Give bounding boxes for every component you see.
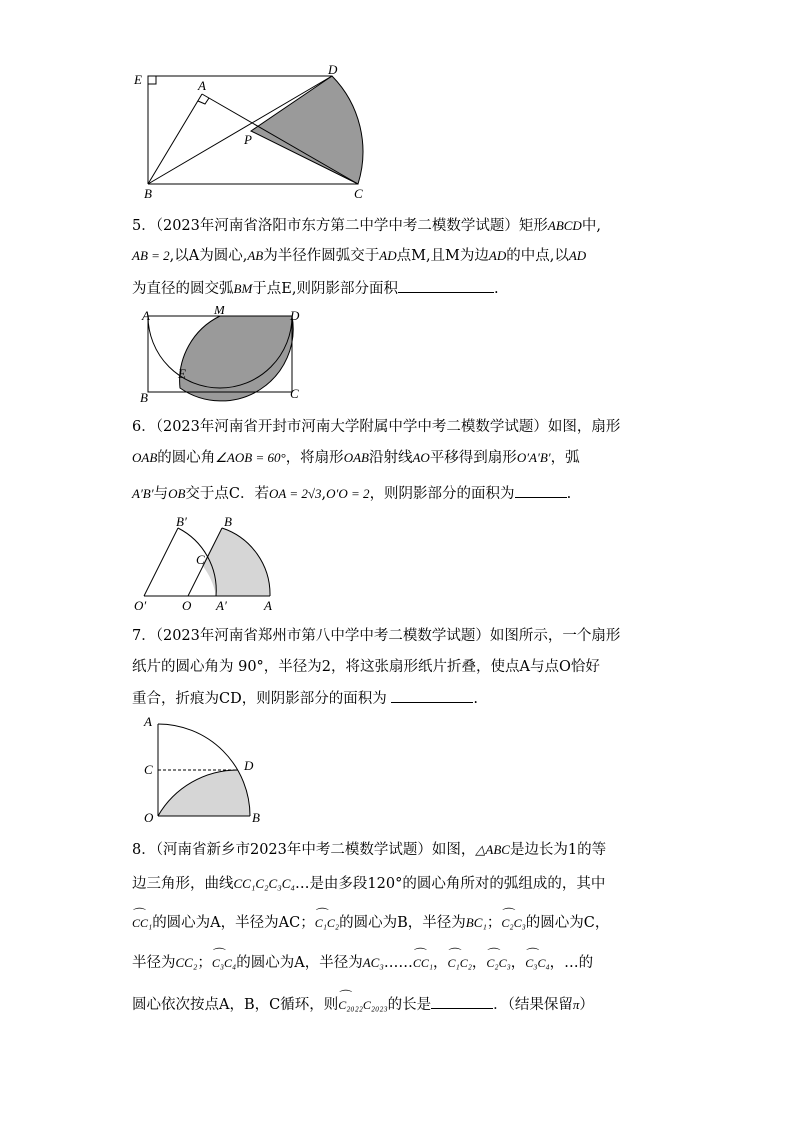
q8-line5: 圆心依次按点A，B，C循环，则⌒ C₂₀₂₂C₂₀₂₃的长是 ．（结果保留π）	[132, 994, 594, 1015]
label-B: B	[252, 810, 260, 824]
label-O: O	[182, 598, 192, 612]
answer-blank	[398, 278, 494, 293]
q6-line3: A′B′与OB交于点C．若OA = 2√3,O′O = 2，则阴影部分的面积为 .	[132, 483, 571, 504]
shaded-sector	[251, 76, 363, 184]
label-A: A	[198, 78, 206, 93]
q5-line3: 为直径的圆交弧BM于点E,则阴影部分面积 .	[132, 278, 499, 299]
answer-blank	[391, 688, 473, 703]
q8-line4: 半径为CC₂；⌒ C₃C₄的圆心为A，半径为AC₃……⌒ CC₁，⌒ C₁C₂，⌒ C₂C₃，⌒ C₃C₄，…的	[132, 953, 593, 973]
q5-line1: 5．（2023年河南省洛阳市东方第二中学中考二模数学试题）矩形ABCD中,	[132, 218, 601, 234]
label-C: C	[354, 186, 363, 198]
label-O: O	[144, 810, 154, 824]
label-M: M	[214, 306, 225, 317]
answer-blank	[515, 483, 567, 498]
label-A: A	[142, 308, 150, 323]
label-E: E	[134, 72, 142, 87]
q6-line1: 6．（2023年河南省开封市河南大学附属中学中考二模数学试题）如图，扇形	[132, 419, 621, 435]
label-B: B	[224, 514, 232, 529]
label-A-prime: A′	[216, 598, 227, 612]
label-D: D	[290, 308, 300, 323]
label-P: P	[244, 132, 252, 147]
q8-line2: 边三角形，曲线CC₁C₂C₃C₄…是由多段120°的圆心角所对的弧组成的，其中	[132, 876, 606, 892]
label-O-prime: O′	[134, 598, 147, 612]
label-C: C	[144, 762, 153, 777]
label-C: C	[290, 386, 299, 401]
figure-q7	[140, 712, 270, 824]
q5-line2: AB = 2,以A为圆心,AB为半径作圆弧交于AD点M,且M为边AD的中点,以AD	[132, 248, 587, 264]
label-A: A	[144, 714, 152, 729]
label-D: D	[328, 64, 338, 77]
figure-q5	[136, 306, 306, 402]
label-B-prime: B′	[176, 514, 187, 529]
label-C: C	[196, 552, 205, 567]
label-B: B	[144, 186, 152, 198]
label-E: E	[178, 366, 186, 381]
label-D: D	[244, 758, 254, 773]
q7-line1: 7．（2023年河南省郑州市第八中学中考二模数学试题）如图所示，一个扇形	[132, 628, 621, 644]
label-A: A	[264, 598, 272, 612]
label-B: B	[140, 390, 148, 402]
q7-line2: 纸片的圆心角为 90°，半径为2，将这张扇形纸片折叠，使点A与点O恰好	[132, 659, 600, 675]
q8-line3: ⌒ CC₁的圆心为A，半径为AC；⌒ C₁C₂的圆心为B，半径为BC₁；⌒ C₂C₃的圆心为C，	[132, 913, 609, 933]
answer-blank	[431, 994, 493, 1009]
q8-line1: 8．（河南省新乡市2023年中考二模数学试题）如图，△ABC是边长为1的等	[132, 842, 607, 858]
q7-line3: 重合，折痕为CD，则阴影部分的面积为 .	[132, 688, 478, 709]
figure-rectangle-sector	[128, 64, 378, 198]
figure-q6	[132, 512, 282, 612]
q6-line2: OAB的圆心角∠AOB = 60°，将扇形OAB沿射线AO平移得到扇形O′A′B′，弧	[132, 450, 580, 466]
